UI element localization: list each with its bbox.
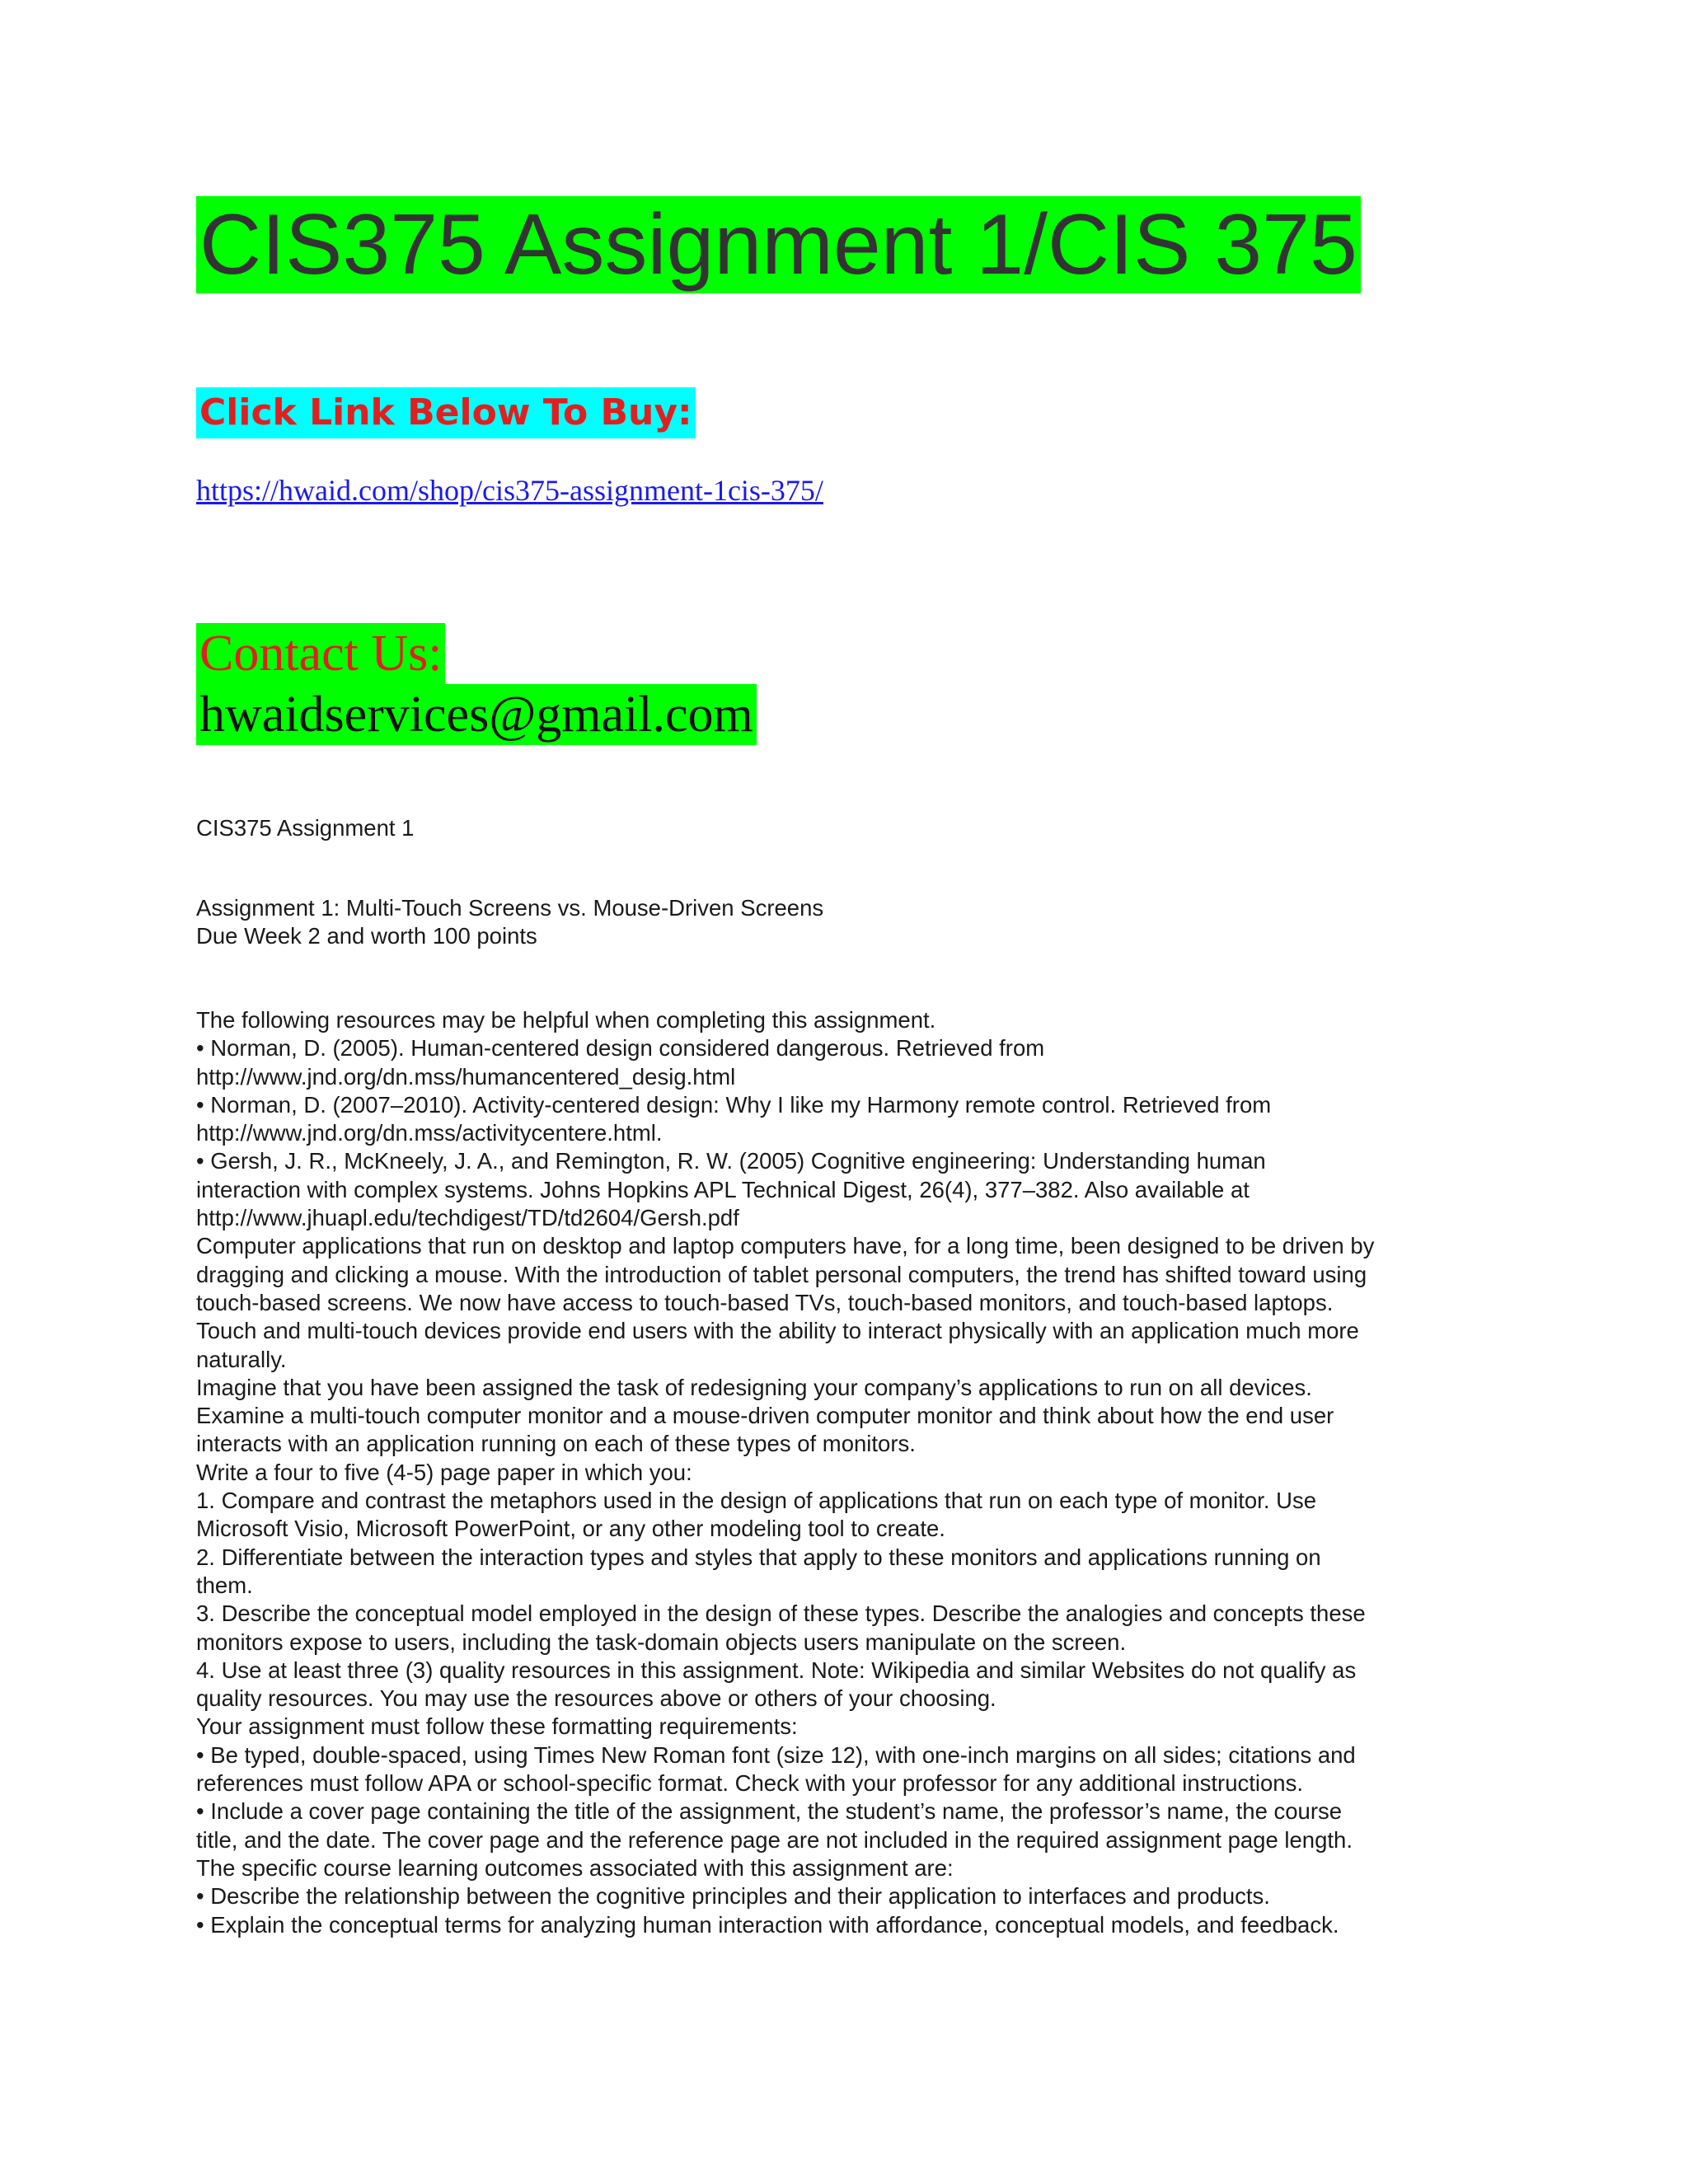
content-line: title, and the date. The cover page and the reference page are not included in the required assignment page length. [196,1826,1353,1853]
content-line: • Be typed, double-spaced, using Times New Roman font (size 12), with one-inch margins on all sides; citations and [196,1741,1356,1768]
content-line: The specific course learning outcomes associated with this assignment are: [196,1854,954,1881]
content-line: http://www.jnd.org/dn.mss/activitycentere.html. [196,1120,663,1146]
content-line: Computer applications that run on desktop and laptop computers have, for a long time, been designed to be driven by [196,1233,1375,1259]
contact-label: Contact Us: [196,623,445,684]
content-line: Examine a multi-touch computer monitor and a mouse-driven computer monitor and think about how the end user [196,1403,1334,1429]
content-line: 4. Use at least three (3) quality resources in this assignment. Note: Wikipedia and similar Websites do not qualify as [196,1657,1357,1683]
content-line: • Gersh, J. R., McKneely, J. A., and Remington, R. W. (2005) Cognitive engineering: Understanding human [196,1148,1266,1174]
assignment-heading-line: Due Week 2 and worth 100 points [196,923,537,949]
content-line: them. [196,1572,253,1598]
sub-title-text: CIS375 Assignment 1 [196,815,415,841]
buy-link[interactable]: https://hwaid.com/shop/cis375-assignment-1cis-375/ [196,474,823,507]
content-line: The following resources may be helpful when completing this assignment. [196,1007,936,1033]
content-line: quality resources. You may use the resources above or others of your choosing. [196,1685,996,1712]
content-line: http://www.jnd.org/dn.mss/humancentered_desig.html [196,1063,736,1090]
content-line: interacts with an application running on each of these types of monitors. [196,1431,916,1457]
content-line: monitors expose to users, including the task-domain objects users manipulate on the screen. [196,1629,1127,1655]
assignment-heading [196,894,1498,951]
content-line: naturally. [196,1346,287,1372]
sub-title [196,814,1498,842]
assignment-content [196,1006,1498,1939]
contact-block [196,623,757,745]
content-line: Your assignment must follow these formatting requirements: [196,1713,798,1740]
document-page [196,0,1482,2184]
content-line: http://www.jhuapl.edu/techdigest/TD/td2604/Gersh.pdf [196,1205,739,1231]
contact-email: hwaidservices@gmail.com [196,684,757,745]
buy-label: Click Link Below To Buy: [196,387,696,438]
content-line: references must follow APA or school-specific format. Check with your professor for any additional instructions. [196,1770,1303,1797]
content-line: touch-based screens. We now have access to touch-based TVs, touch-based monitors, and touch-based laptops. [196,1289,1334,1315]
document-title: CIS375 Assignment 1/CIS 375 [196,196,1361,293]
content-line: • Include a cover page containing the title of the assignment, the student’s name, the professor’s name, the course [196,1798,1343,1825]
content-line: • Norman, D. (2005). Human-centered design considered dangerous. Retrieved from [196,1035,1045,1062]
content-line: 3. Describe the conceptual model employed in the design of these types. Describe the analogies and concepts these [196,1601,1366,1627]
content-line: • Explain the conceptual terms for analyzing human interaction with affordance, conceptual models, and feedback. [196,1911,1339,1938]
content-line: 2. Differentiate between the interaction types and styles that apply to these monitors and applications running on [196,1544,1321,1570]
content-line: • Describe the relationship between the cognitive principles and their application to interfaces and products. [196,1883,1270,1910]
content-line: interaction with complex systems. Johns Hopkins APL Technical Digest, 26(4), 377–382. Also available at [196,1176,1250,1202]
content-line: Write a four to five (4-5) page paper in which you: [196,1459,692,1485]
content-line: 1. Compare and contrast the metaphors used in the design of applications that run on each type of monitor. Use [196,1488,1317,1514]
content-line: Microsoft Visio, Microsoft PowerPoint, or any other modeling tool to create. [196,1516,945,1542]
content-line: dragging and clicking a mouse. With the introduction of tablet personal computers, the trend has shifted toward using [196,1261,1367,1287]
assignment-heading-line: Assignment 1: Multi-Touch Screens vs. Mouse-Driven Screens [196,895,824,921]
content-line: • Norman, D. (2007–2010). Activity-centered design: Why I like my Harmony remote control. Retrieved from [196,1091,1272,1118]
content-line: Imagine that you have been assigned the task of redesigning your company’s applications to run on all devices. [196,1374,1312,1400]
content-line: Touch and multi-touch devices provide end users with the ability to interact physically with an application much more [196,1318,1359,1344]
